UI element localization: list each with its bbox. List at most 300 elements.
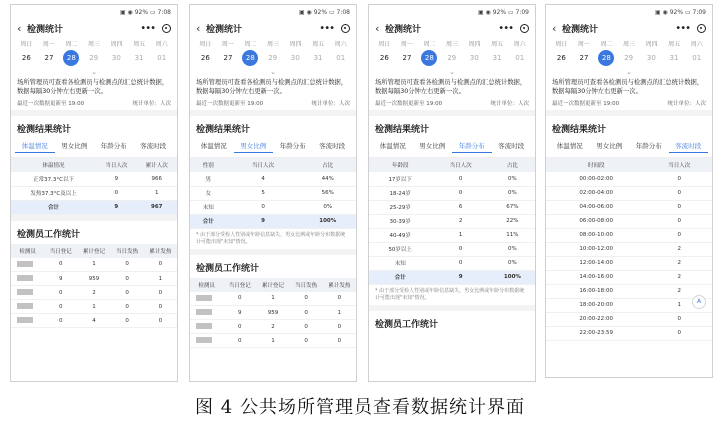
back-icon[interactable]: ‹ [17, 21, 22, 35]
table-row [11, 186, 177, 200]
workers-cell: 0 [44, 286, 77, 300]
workers-cell: 0 [111, 258, 144, 272]
description-text: 场所管理员可查看各检测员与检测点的汇总统计数据，数据每隔30分钟左右更新一次。 [196, 79, 348, 95]
weekday-label: 周二 [244, 41, 257, 48]
workers-header: 检测员 [190, 278, 223, 292]
workers-cell: 0 [290, 320, 323, 334]
weekday-label: 周日 [20, 41, 33, 48]
date-cell[interactable]: 27 [402, 54, 412, 62]
weekday-label: 周一 [400, 41, 413, 48]
weekday-row [11, 37, 177, 48]
table-header: 年龄段 [369, 158, 431, 172]
results-table [546, 158, 712, 341]
workers-header: 当日登记 [44, 244, 77, 258]
weekday-label: 周日 [378, 41, 391, 48]
unit-text: 统计单位：人次 [667, 101, 706, 107]
more-icon[interactable]: ••• [140, 22, 155, 34]
result-tabs [369, 139, 535, 158]
workers-cell: 0 [111, 286, 144, 300]
nav-bar [190, 19, 356, 37]
date-cell[interactable]: 26 [200, 54, 210, 62]
weekday-row [369, 37, 535, 48]
date-cell[interactable]: 01 [157, 54, 167, 62]
table-cell: 20:00-22:00 [546, 312, 646, 326]
tab-2[interactable]: 年龄分布 [452, 141, 492, 153]
unit-text: 统计单位：人次 [311, 101, 350, 107]
close-mini-program-icon[interactable] [341, 24, 350, 33]
workers-cell: 0 [44, 300, 77, 314]
date-cell[interactable]: 30 [646, 54, 656, 62]
results-title: 检测结果统计 [17, 125, 72, 135]
table-cell: 4 [227, 172, 300, 186]
table-cell: 0% [300, 200, 356, 214]
back-icon[interactable]: ‹ [375, 21, 380, 35]
table-header: 当日人次 [646, 158, 712, 172]
weekday-label: 周三 [267, 41, 280, 48]
workers-cell: 1 [256, 292, 289, 306]
workers-header: 累计登记 [77, 244, 110, 258]
redacted-name [17, 275, 33, 281]
table-row [369, 214, 535, 228]
table-cell: 0% [490, 172, 535, 186]
table-cell: 11% [490, 228, 535, 242]
workers-cell [190, 320, 223, 334]
table-cell: 06:00-08:00 [546, 214, 646, 228]
table-header-row [546, 158, 712, 172]
table-row [546, 214, 712, 228]
tab-1[interactable]: 男女比例 [234, 141, 274, 153]
table-header: 时间段 [546, 158, 646, 172]
status-bar [190, 5, 356, 19]
table-cell: 22:00-23:59 [546, 326, 646, 340]
total-cell: 967 [137, 200, 177, 214]
table-cell: 发热37.3°C及以上 [11, 186, 96, 200]
workers-cell: 0 [223, 292, 256, 306]
table-row [546, 326, 712, 340]
redacted-name [17, 317, 33, 323]
workers-cell [190, 306, 223, 320]
status-bar [546, 5, 712, 19]
tab-3[interactable]: 客流时段 [319, 142, 346, 150]
date-cell[interactable]: 28 [421, 50, 437, 66]
workers-cell: 1 [256, 334, 289, 348]
weekday-row [546, 37, 712, 48]
workers-cell: 0 [144, 258, 177, 272]
tab-3[interactable]: 客流时段 [669, 141, 709, 153]
redacted-name [196, 295, 212, 301]
workers-cell: 0 [323, 334, 356, 348]
workers-header: 当日发热 [111, 244, 144, 258]
date-cell[interactable]: 27 [44, 54, 54, 62]
workers-cell: 0 [111, 272, 144, 286]
table-row [546, 256, 712, 270]
weekday-label: 周五 [491, 41, 504, 48]
tab-2[interactable]: 年龄分布 [100, 142, 127, 150]
table-cell: 12:00-14:00 [546, 256, 646, 270]
table-cell: 0 [646, 312, 712, 326]
table-cell: 0% [490, 256, 535, 270]
phone-screen [545, 4, 713, 378]
table-row [369, 186, 535, 200]
table-cell: 5 [227, 186, 300, 200]
nav-bar [546, 19, 712, 37]
weekday-label: 周五 [133, 41, 146, 48]
phone-screen [10, 4, 178, 382]
table-cell: 17岁以下 [369, 172, 431, 186]
table-cell: 0 [646, 200, 712, 214]
table-cell: 966 [137, 172, 177, 186]
status-right: ▣ ◉ 92% ▭ 7:08 [119, 8, 171, 16]
table-cell: 22% [490, 214, 535, 228]
total-cell: 9 [96, 200, 136, 214]
table-header: 性别 [190, 158, 227, 172]
back-icon[interactable]: ‹ [196, 21, 201, 35]
table-row [190, 200, 356, 214]
weekday-label: 周四 [289, 41, 302, 48]
workers-cell: 9 [44, 272, 77, 286]
date-cell[interactable]: 01 [692, 54, 702, 62]
date-cell[interactable]: 31 [492, 54, 502, 62]
tab-0[interactable]: 体温情况 [556, 142, 583, 150]
table-row [369, 200, 535, 214]
chevron-down-icon[interactable]: ⌄ [449, 68, 455, 76]
weekday-label: 周日 [199, 41, 212, 48]
workers-cell: 1 [144, 272, 177, 286]
redacted-name [17, 261, 33, 267]
workers-header: 累计发热 [323, 278, 356, 292]
figure-caption: 图 4 公共场所管理员查看数据统计界面 [195, 397, 525, 418]
date-cell[interactable]: 01 [336, 54, 346, 62]
workers-cell: 0 [290, 306, 323, 320]
last-update-text: 最近一次数据更新至 19:00 [196, 101, 264, 107]
table-row [546, 200, 712, 214]
meta-row [190, 98, 356, 110]
table-row [546, 312, 712, 326]
workers-cell [190, 292, 223, 306]
table-row [369, 172, 535, 186]
date-row [11, 48, 177, 68]
nav-title: 检测统计 [562, 24, 599, 35]
table-header: 累计人次 [137, 158, 177, 172]
table-cell: 25-29岁 [369, 200, 431, 214]
table-header-row [369, 158, 535, 172]
workers-header: 检测员 [11, 244, 44, 258]
tab-3[interactable]: 客流时段 [498, 142, 525, 150]
nav-bar [11, 19, 177, 37]
total-cell: 合计 [369, 270, 431, 284]
total-cell: 合计 [190, 214, 227, 228]
table-cell: 0 [646, 214, 712, 228]
table-cell: 14:00-16:00 [546, 270, 646, 284]
workers-header-row [11, 244, 177, 258]
table-row [546, 242, 712, 256]
results-table [190, 158, 356, 229]
table-cell: 1 [137, 186, 177, 200]
workers-cell: 0 [144, 314, 177, 328]
nav-bar [369, 19, 535, 37]
date-cell[interactable]: 28 [242, 50, 258, 66]
total-row [190, 214, 356, 228]
more-icon[interactable]: ••• [675, 22, 690, 34]
nav-title: 检测统计 [385, 24, 422, 35]
total-row [11, 200, 177, 214]
weekday-label: 周六 [155, 41, 168, 48]
table-cell: 02:00-04:00 [546, 186, 646, 200]
workers-row [11, 286, 177, 300]
meta-row [546, 98, 712, 110]
workers-row [11, 272, 177, 286]
table-cell: 1 [646, 298, 712, 312]
date-row [546, 48, 712, 68]
table-cell: 56% [300, 186, 356, 200]
table-row [546, 228, 712, 242]
results-title: 检测结果统计 [375, 125, 430, 135]
back-icon[interactable]: ‹ [552, 21, 557, 35]
table-cell: 0% [490, 186, 535, 200]
date-cell[interactable]: 27 [579, 54, 589, 62]
table-header-row [11, 158, 177, 172]
tab-1[interactable]: 男女比例 [419, 142, 446, 150]
table-header: 占比 [490, 158, 535, 172]
date-cell[interactable]: 26 [556, 54, 566, 62]
weekday-label: 周日 [555, 41, 568, 48]
table-cell: 0 [431, 172, 489, 186]
weekday-label: 周四 [110, 41, 123, 48]
date-cell[interactable]: 30 [290, 54, 300, 62]
description-text: 场所管理员可查看各检测员与检测点的汇总统计数据，数据每隔30分钟左右更新一次。 [17, 79, 169, 95]
workers-title: 检测员工作统计 [375, 319, 439, 330]
weekday-label: 周三 [623, 41, 636, 48]
table-cell: 0% [490, 242, 535, 256]
workers-cell: 1 [77, 258, 110, 272]
tab-3[interactable]: 客流时段 [140, 142, 167, 150]
table-header: 占比 [300, 158, 356, 172]
date-cell[interactable]: 29 [89, 54, 99, 62]
workers-title: 检测员工作统计 [196, 263, 260, 274]
workers-cell: 2 [256, 320, 289, 334]
date-cell[interactable]: 30 [469, 54, 479, 62]
table-cell: 18:00-20:00 [546, 298, 646, 312]
table-cell: 女 [190, 186, 227, 200]
results-table [369, 158, 535, 285]
workers-cell: 0 [44, 314, 77, 328]
weekday-label: 周五 [312, 41, 325, 48]
table-header: 体温情况 [11, 158, 96, 172]
table-cell: 2 [646, 284, 712, 298]
result-tabs [546, 139, 712, 158]
workers-cell [11, 286, 44, 300]
table-row [190, 172, 356, 186]
floating-assistant-icon[interactable]: A [692, 295, 706, 309]
workers-cell: 0 [144, 286, 177, 300]
table-row [546, 284, 712, 298]
workers-table [11, 244, 177, 329]
close-mini-program-icon[interactable] [697, 24, 706, 33]
table-cell: 00:00-02:00 [546, 172, 646, 186]
table-cell: 1 [431, 228, 489, 242]
table-cell: 0 [646, 172, 712, 186]
phone-screen [189, 4, 357, 382]
weekday-label: 周五 [668, 41, 681, 48]
chevron-down-icon[interactable]: ⌄ [270, 68, 276, 76]
workers-cell: 0 [223, 320, 256, 334]
table-cell: 08:00-10:00 [546, 228, 646, 242]
status-right: ▣ ◉ 92% ▭ 7:09 [654, 8, 706, 16]
date-cell[interactable]: 31 [313, 54, 323, 62]
workers-header: 当日登记 [223, 278, 256, 292]
workers-cell [11, 300, 44, 314]
date-cell[interactable]: 30 [111, 54, 121, 62]
workers-row [190, 292, 356, 306]
workers-cell [190, 334, 223, 348]
results-table [11, 158, 177, 215]
weekday-row [190, 37, 356, 48]
table-header: 当日人次 [431, 158, 489, 172]
last-update-text: 最近一次数据更新至 19:00 [17, 101, 85, 107]
table-row [369, 228, 535, 242]
table-cell: 18-24岁 [369, 186, 431, 200]
tab-1[interactable]: 男女比例 [596, 142, 623, 150]
date-cell[interactable]: 31 [669, 54, 679, 62]
weekday-label: 周六 [513, 41, 526, 48]
meta-row [369, 98, 535, 110]
table-cell: 6 [431, 200, 489, 214]
workers-cell: 0 [290, 292, 323, 306]
date-cell[interactable]: 26 [21, 54, 31, 62]
total-cell: 100% [490, 270, 535, 284]
footnote: * 由于部分受检人性别或年龄信息缺失，男女比例或年龄分布数据统计可能出现"未知"情况。 [196, 231, 346, 245]
table-header: 当日人次 [96, 158, 136, 172]
table-cell: 0 [646, 228, 712, 242]
table-row [546, 172, 712, 186]
more-icon[interactable]: ••• [319, 22, 334, 34]
table-cell: 67% [490, 200, 535, 214]
total-cell: 合计 [11, 200, 96, 214]
workers-title: 检测员工作统计 [17, 229, 81, 240]
workers-cell [11, 314, 44, 328]
date-cell[interactable]: 31 [134, 54, 144, 62]
redacted-name [17, 303, 33, 309]
table-cell: 10:00-12:00 [546, 242, 646, 256]
last-update-text: 最近一次数据更新至 19:00 [375, 101, 443, 107]
workers-cell: 9 [223, 306, 256, 320]
tab-0[interactable]: 体温情况 [200, 142, 227, 150]
tab-0[interactable]: 体温情况 [379, 142, 406, 150]
result-tabs [11, 139, 177, 158]
workers-row [11, 314, 177, 328]
redacted-name [196, 309, 212, 315]
meta-row [11, 98, 177, 110]
workers-row [190, 320, 356, 334]
date-cell[interactable]: 27 [223, 54, 233, 62]
total-cell: 9 [227, 214, 300, 228]
date-row [190, 48, 356, 68]
weekday-label: 周三 [88, 41, 101, 48]
workers-cell: 0 [223, 334, 256, 348]
table-cell: 未知 [190, 200, 227, 214]
table-cell: 正常37.3°C以下 [11, 172, 96, 186]
workers-table [190, 278, 356, 349]
more-icon[interactable]: ••• [498, 22, 513, 34]
workers-cell: 959 [77, 272, 110, 286]
workers-cell: 0 [290, 334, 323, 348]
weekday-label: 周三 [446, 41, 459, 48]
tab-0[interactable]: 体温情况 [15, 141, 55, 153]
workers-header: 当日发热 [290, 278, 323, 292]
table-row [546, 270, 712, 284]
date-cell[interactable]: 01 [515, 54, 525, 62]
table-cell: 男 [190, 172, 227, 186]
chevron-down-icon[interactable]: ⌄ [91, 68, 97, 76]
date-cell[interactable]: 28 [598, 50, 614, 66]
tab-2[interactable]: 年龄分布 [635, 142, 662, 150]
status-bar [11, 5, 177, 19]
table-cell: 04:00-06:00 [546, 200, 646, 214]
workers-cell: 0 [111, 314, 144, 328]
table-row [546, 186, 712, 200]
tab-1[interactable]: 男女比例 [61, 142, 88, 150]
workers-cell: 1 [323, 306, 356, 320]
date-cell[interactable]: 29 [268, 54, 278, 62]
table-row [11, 172, 177, 186]
table-cell: 50岁以上 [369, 242, 431, 256]
table-cell: 2 [646, 270, 712, 284]
phone-screen [368, 4, 536, 382]
workers-cell: 2 [77, 286, 110, 300]
workers-cell: 0 [44, 258, 77, 272]
workers-cell: 1 [77, 300, 110, 314]
workers-cell: 4 [77, 314, 110, 328]
result-tabs [190, 139, 356, 158]
weekday-label: 周一 [577, 41, 590, 48]
redacted-name [196, 337, 212, 343]
date-cell[interactable]: 26 [379, 54, 389, 62]
results-title: 检测结果统计 [552, 125, 607, 135]
date-cell[interactable]: 29 [624, 54, 634, 62]
table-cell: 2 [646, 242, 712, 256]
nav-title: 检测统计 [206, 24, 243, 35]
close-mini-program-icon[interactable] [162, 24, 171, 33]
workers-cell: 0 [144, 300, 177, 314]
table-row [369, 256, 535, 270]
date-cell[interactable]: 28 [63, 50, 79, 66]
workers-cell: 0 [323, 320, 356, 334]
tab-2[interactable]: 年龄分布 [279, 142, 306, 150]
total-cell: 100% [300, 214, 356, 228]
unit-text: 统计单位：人次 [132, 101, 171, 107]
weekday-label: 周一 [221, 41, 234, 48]
weekday-label: 周四 [645, 41, 658, 48]
status-bar [369, 5, 535, 19]
workers-header: 累计发热 [144, 244, 177, 258]
weekday-label: 周六 [334, 41, 347, 48]
close-mini-program-icon[interactable] [520, 24, 529, 33]
nav-title: 检测统计 [27, 24, 64, 35]
weekday-label: 周四 [468, 41, 481, 48]
workers-row [190, 306, 356, 320]
table-cell: 40-49岁 [369, 228, 431, 242]
workers-row [190, 334, 356, 348]
chevron-down-icon[interactable]: ⌄ [626, 68, 632, 76]
date-cell[interactable]: 29 [447, 54, 457, 62]
redacted-name [17, 289, 33, 295]
workers-cell: 0 [323, 292, 356, 306]
table-row [190, 186, 356, 200]
table-cell: 0 [431, 256, 489, 270]
table-cell: 0 [431, 242, 489, 256]
table-row [369, 242, 535, 256]
description-text: 场所管理员可查看各检测员与检测点的汇总统计数据，数据每隔30分钟左右更新一次。 [375, 79, 527, 95]
